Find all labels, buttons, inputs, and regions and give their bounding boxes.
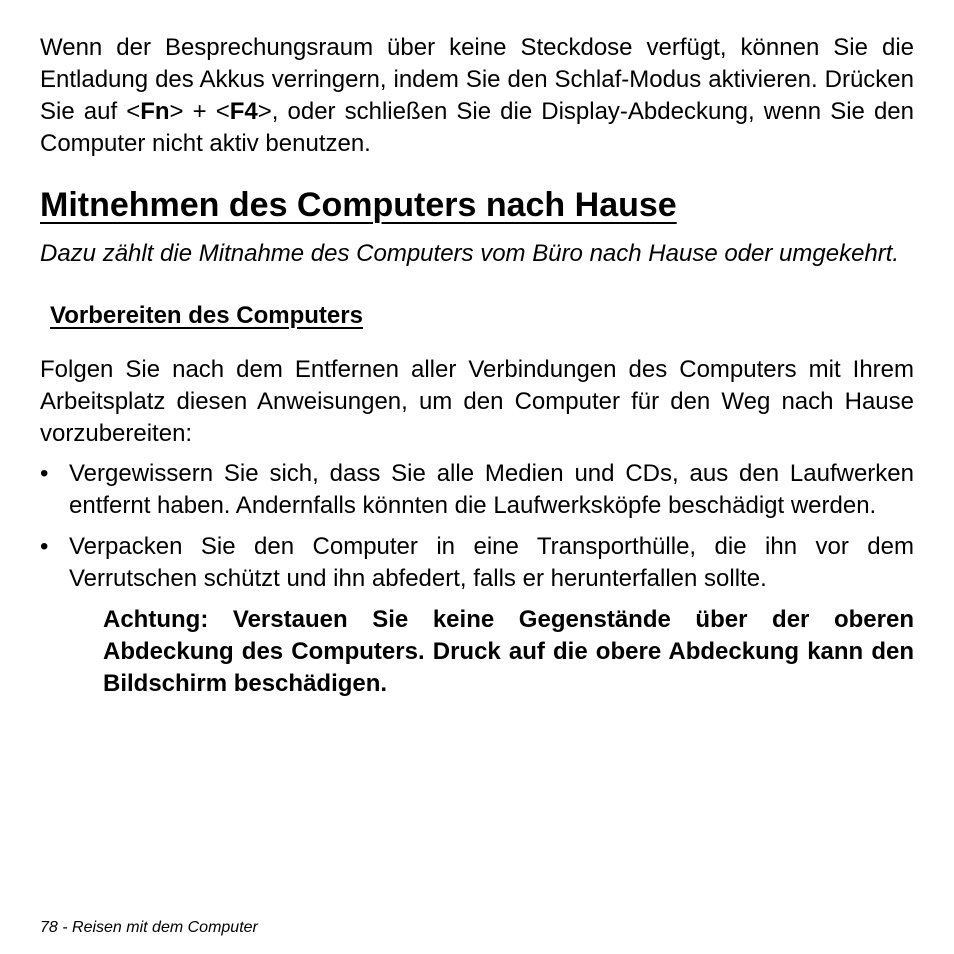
section-subtitle: Dazu zählt die Mitnahme des Computers vom Büro nach Hause oder umgekehrt. (40, 240, 900, 267)
document-page (40, 32, 914, 700)
section-title: Mitnehmen des Computers nach Hause (40, 186, 677, 224)
intro-text-1: Wenn der Besprechungsraum über keine Steckdose verfügt, können Sie die Entladung des Akkus verringern, indem Sie den Schlaf-Modus aktivieren. Drücken Sie auf < (40, 34, 914, 125)
bullet-icon: • (40, 533, 49, 560)
warning-paragraph: Achtung: Verstauen Sie keine Gegenstände über der oberen Abdeckung des Computers. Druck auf die obere Abdeckung kann den Bildschirm beschädigen. (103, 606, 914, 697)
instruction-list (40, 458, 914, 595)
subsection-lead: Folgen Sie nach dem Entfernen aller Verbindungen des Computers mit Ihrem Arbeitsplatz diesen Anweisungen, um den Computer für den Weg nach Hause vorzubereiten: (40, 356, 914, 447)
fn-key: Fn (140, 98, 170, 125)
subsection-title: Vorbereiten des Computers (50, 302, 363, 329)
page-footer: 78 - Reisen mit dem Computer (40, 919, 258, 936)
list-item-text: Vergewissern Sie sich, dass Sie alle Medien und CDs, aus den Laufwerken entfernt haben. Andernfalls könnten die Laufwerksköpfe beschädigt werden. (69, 460, 914, 519)
list-item (40, 531, 914, 595)
list-item (40, 458, 914, 522)
bullet-icon: • (40, 460, 49, 487)
f4-key: F4 (229, 98, 258, 125)
intro-text-3: >, oder schließen Sie die Display-Abdeckung, wenn Sie den Computer nicht aktiv benutzen. (40, 98, 915, 157)
intro-paragraph (40, 32, 914, 160)
list-item-text: Verpacken Sie den Computer in eine Transporthülle, die ihn vor dem Verrutschen schützt und ihn abfedert, falls er herunterfallen sollte. (69, 533, 914, 592)
intro-text-2: > + < (169, 98, 230, 125)
